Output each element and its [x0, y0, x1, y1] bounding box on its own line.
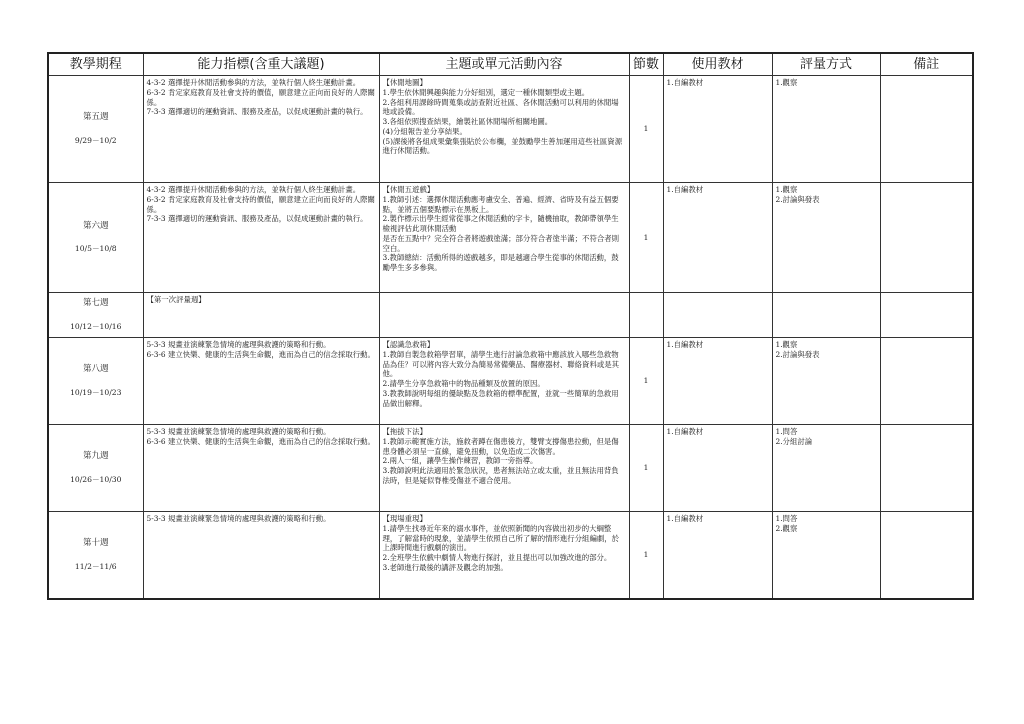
week-dates: 10/12－10/16 — [70, 321, 122, 331]
material-item: 1.自編教材 — [666, 514, 704, 523]
table-row — [48, 76, 973, 183]
content-line: 3.教師說明此法適用於緊急狀況，患者無法站立或太重，並且無法用背負法時，但是疑似脊椎受傷並不適合使用。 — [382, 466, 619, 485]
assessment-cell — [772, 425, 880, 512]
indicator-cell — [143, 293, 379, 338]
content-cell — [379, 512, 629, 600]
week-name: 第十週 — [82, 538, 109, 549]
content-line: 2.全班學生依戲中劇情人物進行探討，並且提出可以加強改進的部分。 — [382, 553, 612, 563]
activity-title: 【現場重現】 — [382, 514, 427, 523]
materials-cell — [663, 425, 772, 512]
materials-cell — [663, 183, 772, 293]
week-name: 第八週 — [82, 364, 109, 375]
indicator-line: 5-3-3 規畫並演練緊急情境的處理與救護的策略和行動。 — [146, 340, 331, 349]
indicator-line: 7-3-3 選擇適切的運動資訊、服務及產品，以促成運動計畫的執行。 — [146, 107, 368, 117]
content-line: 3.各組依照搜查結果，繪製社區休閒場所相關地圖。 — [382, 117, 553, 127]
indicator-line: 6-3-2 肯定家庭教育及社會支持的價值，願意建立正向而良好的人際關係。 — [146, 194, 375, 214]
header-sessions: 節數 — [629, 53, 663, 76]
assessment-cell — [772, 183, 880, 293]
sessions-cell — [629, 293, 663, 338]
content-line: 1.教師引述：選擇休閒活動應考慮安全、普遍、經濟、省時及有益五個要點，並將五個要點標示在黑板上。 — [382, 194, 619, 214]
header-content: 主題或單元活動內容 — [379, 53, 629, 76]
content-cell — [379, 338, 629, 425]
activity-title: 【拖拔下法】 — [382, 427, 427, 436]
activity-title: 【認識急救箱】 — [382, 340, 435, 349]
header-row — [48, 53, 973, 76]
sessions-cell: 1 — [629, 183, 663, 293]
materials-cell — [663, 338, 772, 425]
assessment-item: 1.觀察 — [775, 340, 798, 349]
content-line: 3.教師總結：活動所得的遊戲越多，即是越適合學生從事的休閒活動，鼓勵學生多多參與。 — [382, 253, 619, 273]
assessment-item: 2.討論與發表 — [775, 349, 820, 359]
content-line: 3.老師進行最後的講評及觀念的加強。 — [382, 562, 508, 572]
indicator-cell — [143, 183, 379, 293]
sessions-cell: 1 — [629, 425, 663, 512]
content-cell — [379, 293, 629, 338]
week-name: 第六週 — [82, 220, 109, 231]
content-line: (5)課後將各組成果彙集張貼於公布欄，並鼓勵學生善加運用這些社區資源進行休閒活動。 — [382, 136, 623, 156]
material-item: 1.自編教材 — [666, 78, 704, 87]
assessment-item: 2.分組討論 — [775, 436, 813, 446]
remarks-cell — [880, 425, 973, 512]
table-row — [48, 183, 973, 293]
material-item: 1.自編教材 — [666, 185, 704, 194]
week-name: 第九週 — [82, 451, 109, 462]
indicator-line: 【第一次評量週】 — [146, 295, 206, 304]
activity-title: 【休閒五遊戲】 — [382, 185, 435, 194]
indicator-line: 6-3-6 建立快樂、健康的生活與生命觀，進而為自己的信念採取行動。 — [146, 436, 375, 446]
week-cell — [48, 76, 143, 183]
assessment-item: 2.觀察 — [775, 523, 798, 533]
remarks-cell — [880, 293, 973, 338]
materials-cell — [663, 76, 772, 183]
assessment-cell — [772, 76, 880, 183]
table-row — [48, 293, 973, 338]
content-line: 2.各組利用課餘時間蒐集或訪查附近社區、各休閒活動可以利用的休閒場地或設備。 — [382, 97, 619, 117]
remarks-cell — [880, 76, 973, 183]
content-line: 1.請學生找尋近年來的溺水事件，並依照新聞的內容做出初步的大綱整理，了解當時的現象，並請學生依照自己所了解的情形進行分組編劇，於上課時間進行戲劇的演出。 — [382, 523, 620, 553]
materials-cell — [663, 293, 772, 338]
indicator-line: 5-3-3 規畫並演練緊急情境的處理與救護的策略和行動。 — [146, 514, 331, 523]
header-materials: 使用教材 — [663, 53, 772, 76]
week-cell — [48, 293, 143, 338]
sessions-cell: 1 — [629, 512, 663, 600]
indicator-line: 4-3-2 選擇提升休閒活動參與的方法，並執行個人終生運動計畫。 — [146, 185, 361, 194]
week-name: 第七週 — [82, 298, 109, 309]
content-line: 3.教教師說明每組的優缺點及急救箱的標準配置，並就一些簡單的急救用品做出解釋。 — [382, 388, 619, 408]
week-dates: 10/5－10/8 — [74, 244, 117, 254]
header-period: 教學期程 — [48, 53, 143, 76]
assessment-cell — [772, 512, 880, 600]
header-indicator: 能力指標(含重大議題) — [143, 53, 379, 76]
indicator-cell — [143, 338, 379, 425]
sessions-cell: 1 — [629, 338, 663, 425]
header-remarks: 備註 — [880, 53, 973, 76]
indicator-line: 5-3-3 規畫並演練緊急情境的處理與救護的策略和行動。 — [146, 427, 331, 436]
content-line: 是否在五點中？完全符合者將遊戲塗滿；部分符合者塗半滿；不符合者則空白。 — [382, 233, 620, 253]
content-cell — [379, 183, 629, 293]
sessions-cell: 1 — [629, 76, 663, 183]
content-line: 1.教師示範實施方法，施救者蹲在傷患後方，雙臂支撐傷患拉動，但是傷患身體必須呈一直線，避免扭動，以免造成二次傷害。 — [382, 436, 619, 456]
indicator-cell — [143, 76, 379, 183]
header-assessment: 評量方式 — [772, 53, 880, 76]
assessment-item: 1.問答 — [775, 514, 798, 523]
assessment-item: 2.討論與發表 — [775, 194, 820, 204]
content-cell — [379, 76, 629, 183]
table-row — [48, 512, 973, 600]
indicator-line: 6-3-6 建立快樂、健康的生活與生命觀，進而為自己的信念採取行動。 — [146, 349, 375, 359]
assessment-cell — [772, 338, 880, 425]
material-item: 1.自編教材 — [666, 427, 704, 436]
indicator-cell — [143, 425, 379, 512]
assessment-cell — [772, 293, 880, 338]
indicator-line: 6-3-2 肯定家庭教育及社會支持的價值，願意建立正向而良好的人際關係。 — [146, 87, 375, 107]
table-row — [48, 425, 973, 512]
assessment-item: 1.觀察 — [775, 78, 798, 87]
materials-cell — [663, 512, 772, 600]
assessment-item: 1.觀察 — [775, 185, 798, 194]
week-dates: 10/19－10/23 — [70, 387, 122, 397]
week-cell — [48, 425, 143, 512]
remarks-cell — [880, 512, 973, 600]
activity-title: 【休閒地圖】 — [382, 78, 427, 87]
remarks-cell — [880, 183, 973, 293]
content-line: 2.製作標示出學生經常從事之休閒活動的字卡，隨機抽取，教師帶領學生檢視評估此項休閒活動 — [382, 214, 619, 234]
week-dates: 9/29－10/2 — [74, 135, 117, 145]
week-cell — [48, 183, 143, 293]
week-dates: 10/26－10/30 — [70, 474, 122, 484]
week-name: 第五週 — [82, 112, 109, 123]
remarks-cell — [880, 338, 973, 425]
indicator-cell — [143, 512, 379, 600]
teaching-plan-table — [47, 52, 974, 600]
content-line: (4)分組報告並分享結果。 — [382, 126, 467, 136]
week-cell — [48, 338, 143, 425]
week-cell — [48, 512, 143, 600]
content-line: 2.請學生分享急救箱中的物品種類及放置的原因。 — [382, 379, 545, 389]
assessment-item: 1.問答 — [775, 427, 798, 436]
indicator-line: 4-3-2 選擇提升休閒活動參與的方法，並執行個人終生運動計畫。 — [146, 78, 361, 87]
indicator-line: 7-3-3 選擇適切的運動資訊、服務及產品，以促成運動計畫的執行。 — [146, 214, 368, 224]
content-line: 1.教師自製急救箱學習單，請學生進行討論急救箱中應該放入哪些急救物品為佳？可以將內容大致分為簡易常備藥品、醫療器材、聯絡資料或是其他。 — [382, 349, 620, 379]
material-item: 1.自編教材 — [666, 340, 704, 349]
table-row — [48, 338, 973, 425]
content-cell — [379, 425, 629, 512]
content-line: 2.兩人一組，讓學生操作練習，教師一旁指導。 — [382, 456, 538, 466]
week-dates: 11/2－11/6 — [74, 561, 117, 571]
content-line: 1.學生依休閒興趣與能力分好組別，選定一種休閒類型或主題。 — [382, 87, 590, 97]
